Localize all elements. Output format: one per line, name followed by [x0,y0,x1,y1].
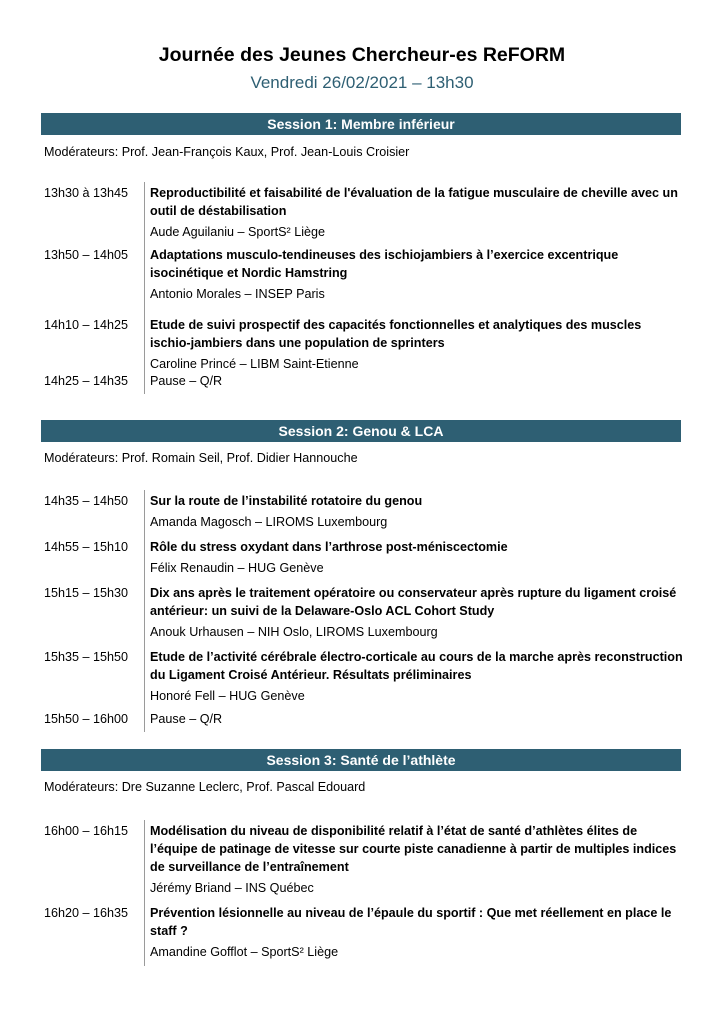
session-3-talks [44,820,684,966]
pause-label: Pause – Q/R [150,712,223,726]
pause-time: 14h25 – 14h35 [44,374,129,388]
talk-author: Amandine Gofflot – SportS² Liège [150,945,339,959]
session-1-talks [44,182,684,394]
talk-content [144,314,684,370]
session-3-header: Session 3: Santé de l’athlète [41,749,681,771]
pause-row [44,370,684,394]
session-1-header: Session 1: Membre inférieur [41,113,681,135]
talk-content [144,244,684,314]
talk-time: 15h35 – 15h50 [44,650,129,664]
talk-row [44,646,684,708]
talk-title: Prévention lésionnelle au niveau de l’épaule du sportif : Que met réellement en place le staff ? [150,906,672,938]
talk-title: Etude de suivi prospectif des capacités fonctionnelles et analytiques des muscles ischio-jambiers dans une population de sprinters [150,318,642,350]
talk-content [144,902,684,966]
talk-content [144,820,684,902]
talk-row [44,582,684,646]
pause-content [144,708,684,732]
pause-time: 15h50 – 16h00 [44,712,129,726]
talk-row [44,182,684,244]
talk-time: 13h30 à 13h45 [44,186,129,200]
session-2-header: Session 2: Genou & LCA [41,420,681,442]
talk-author: Aude Aguilaniu – SportS² Liège [150,225,326,239]
talk-title: Etude de l’activité cérébrale électro-corticale au cours de la marche après reconstruction du Ligament Croisé Antérieur. Résultats préliminaires [150,650,683,682]
talk-time: 13h50 – 14h05 [44,248,129,262]
talk-title: Rôle du stress oxydant dans l’arthrose post-méniscectomie [150,540,508,554]
talk-content [144,646,684,708]
talk-title: Adaptations musculo-tendineuses des ischiojambiers à l’exercice excentrique isocinétique et Nordic Hamstring [150,248,619,280]
talk-content [144,536,684,582]
session-3-moderators: Modérateurs: Dre Suzanne Leclerc, Prof. Pascal Edouard [44,780,366,794]
talk-row [44,536,684,582]
talk-author: Jérémy Briand – INS Québec [150,881,314,895]
talk-title: Modélisation du niveau de disponibilité relatif à l’état de santé d’athlètes élites de l’équipe de patinage de vitesse sur courte piste canadienne à partir de multiples indices de surveillance de l’entraînement [150,824,677,874]
talk-time: 15h15 – 15h30 [44,586,129,600]
talk-author: Antonio Morales – INSEP Paris [150,287,325,301]
talk-title: Sur la route de l’instabilité rotatoire du genou [150,494,423,508]
talk-author: Anouk Urhausen – NIH Oslo, LIROMS Luxembourg [150,625,438,639]
page-subtitle: Vendredi 26/02/2021 – 13h30 [250,73,474,92]
pause-label: Pause – Q/R [150,374,223,388]
session-1-moderators: Modérateurs: Prof. Jean-François Kaux, Prof. Jean-Louis Croisier [44,145,410,159]
pause-row [44,708,684,732]
talk-author: Amanda Magosch – LIROMS Luxembourg [150,515,388,529]
talk-content [144,582,684,646]
talk-author: Félix Renaudin – HUG Genève [150,561,324,575]
pause-content [144,370,684,394]
talk-content [144,182,684,244]
session-2-talks [44,490,684,732]
talk-row [44,314,684,370]
talk-time: 14h10 – 14h25 [44,318,129,332]
talk-content [144,490,684,536]
talk-title: Reproductibilité et faisabilité de l'évaluation de la fatigue musculaire de cheville avec un outil de déstabilisation [150,186,678,218]
talk-time: 14h35 – 14h50 [44,494,129,508]
talk-author: Honoré Fell – HUG Genève [150,689,305,703]
talk-row [44,820,684,902]
talk-time: 16h20 – 16h35 [44,906,129,920]
talk-row [44,902,684,966]
session-2-moderators: Modérateurs: Prof. Romain Seil, Prof. Didier Hannouche [44,451,358,465]
page-title: Journée des Jeunes Chercheur-es ReFORM [158,44,566,66]
talk-time: 16h00 – 16h15 [44,824,129,838]
talk-row [44,490,684,536]
talk-author: Caroline Princé – LIBM Saint-Etienne [150,357,359,371]
talk-time: 14h55 – 15h10 [44,540,129,554]
talk-row [44,244,684,314]
talk-title: Dix ans après le traitement opératoire ou conservateur après rupture du ligament croisé antérieur: un suivi de la Delaware-Oslo ACL Cohort Study [150,586,677,618]
